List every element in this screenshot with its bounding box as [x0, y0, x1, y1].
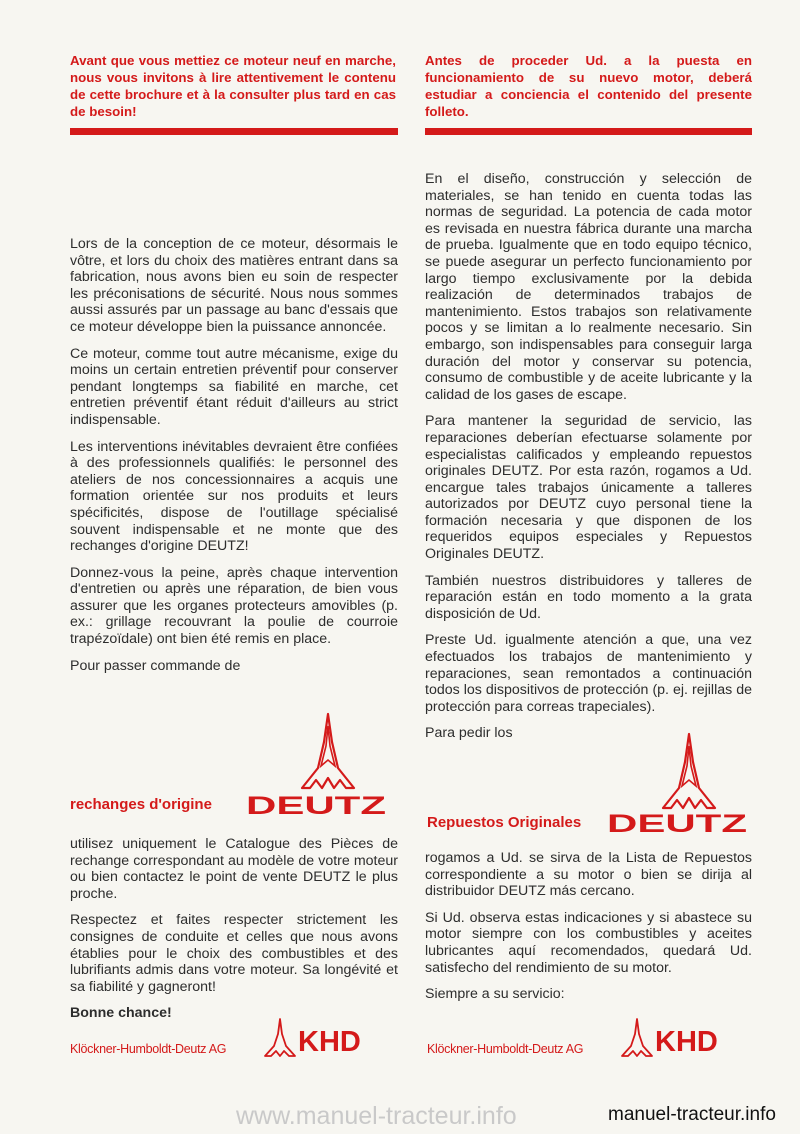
- deutz-wordmark: [246, 794, 388, 816]
- paragraph: En el diseño, construcción y selección de materiales, se han tenido en cuenta todas las normas de seguridad. La potencia de cada motor es revisada en nuestra fábrica durante una marcha de prueba. Igualmente que en todo equipo técnico, se puede asegurar un perfecto funcionamiento por largo tiempo exclusivamente por la debida realización de determinados trabajos de mantenimiento. Estos trabajos son relativamente pocos y se limitan a lo realmente necesario. Sin embargo, son indispensables para conseguir larga duración del motor y conservar su potencia, consumo de combustible y de aceite lubricante y la calidad de los gases de escape.: [425, 171, 752, 403]
- watermark-site: manuel-tracteur.info: [608, 1104, 776, 1125]
- khd-wordmark: KHD: [298, 1026, 361, 1058]
- deutz-wordmark: [607, 812, 749, 834]
- paragraph: Para mantener la seguridad de servicio, las reparaciones deberían efectuarse solamente por especialistas calificados y empleando repuestos originales DEUTZ. Por esta razón, rogamos a Ud. encargue tales trabajos únicamente a talleres autorizados por DEUTZ cuyo personal tiene la formación necesaria y que disponen de los requeridos equipos especiales y Repuestos Originales DEUTZ.: [425, 413, 752, 563]
- paragraph: También nuestros distribuidores y talleres de reparación están en todo momento a la grata disposición de Ud.: [425, 572, 752, 622]
- intro-spanish: Antes de proceder Ud. a la puesta en funcionamiento de su nuevo motor, deberá estudiar a conciencia el contenido del presente folleto.: [425, 53, 752, 119]
- red-divider-left: [70, 128, 398, 135]
- closing-text: Siempre a su servicio:: [425, 986, 565, 1003]
- logo-label-spanish: Repuestos Originales: [427, 814, 582, 831]
- paragraph: Para pedir los: [425, 725, 513, 742]
- company-name: Klöckner-Humboldt-Deutz AG: [70, 1042, 227, 1056]
- khd-logo-right: [425, 1014, 755, 1064]
- paragraph: rogamos a Ud. se sirva de la Lista de Repuestos correspondiente a su motor o bien se dirija al distribuidor DEUTZ más cercano.: [425, 850, 752, 900]
- khd-emblem-icon: [619, 1018, 655, 1058]
- paragraph: Pour passer commande de: [70, 657, 241, 674]
- logo-label-french: rechanges d'origine: [70, 796, 212, 813]
- paragraph: Ce moteur, comme tout autre mécanisme, exige du moins un certain entretien préventif pour conserver pendant longtemps sa fiabilité en marche, cet entretien préventif étant réduit d'ailleurs au strict indispensable.: [70, 345, 398, 428]
- body-spanish-bottom: [425, 850, 752, 1013]
- body-spanish-top: [425, 171, 752, 752]
- paragraph: utilisez uniquement le Catalogue des Pièces de rechange correspondant au modèle de votre moteur ou bien contactez le point de vente DEUTZ le plus proche.: [70, 836, 398, 902]
- paragraph: Preste Ud. igualmente atención a que, una vez efectuados los trabajos de mantenimiento y reparaciones, sean remontados a continuación todos los dispositivos de protección (p. ej. rejillas de protección para correas trapeciales).: [425, 632, 752, 715]
- khd-wordmark: KHD: [655, 1026, 718, 1058]
- paragraph: Donnez-vous la peine, après chaque intervention d'entretien ou après une réparation, de bien vous assurer que les organes protecteurs amovibles (p. ex.: grillage recouvrant la poulie de courroie trapézoïdale) ont bien été remis en place.: [70, 564, 398, 648]
- body-french-bottom: [70, 836, 398, 1032]
- khd-logo-left: [70, 1014, 400, 1064]
- company-name: Klöckner-Humboldt-Deutz AG: [427, 1042, 584, 1056]
- paragraph: Respectez et faites respecter strictement les consignes de conduite et celles que nous avons établies pour le choix des combustibles et des lubrifiants admis dans votre moteur. Sa longévité et sa fiabilité y gagneront!: [70, 912, 398, 995]
- deutz-flame-icon: [288, 712, 368, 807]
- watermark-url: www.manuel-tracteur.info: [236, 1102, 517, 1130]
- svg-text:DEUTZ: DEUTZ: [246, 794, 386, 816]
- paragraph: Les interventions inévitables devraient être confiées à des professionnels qualifiés: le personnel des ateliers de nos concessionnaires a acquis une formation orientée sur nos produits et leurs spécificités, dispose de l'outillage spécialisé souvent indispensable et ne monte que des rechanges d'origine DEUTZ!: [70, 438, 398, 555]
- deutz-logo-left: [70, 712, 400, 822]
- khd-emblem-icon: [262, 1018, 298, 1058]
- red-divider-right: [425, 128, 752, 135]
- closing-text: Bonne chance!: [70, 1005, 172, 1022]
- intro-french: Avant que vous mettiez ce moteur neuf en marche, nous vous invitons à lire attentivement le contenu de cette brochure et à la consulter plus tard en cas de besoin!: [70, 53, 396, 119]
- deutz-logo-right: [425, 732, 755, 842]
- paragraph: Si Ud. observa estas indicaciones y si abastece su motor siempre con los combustibles y aceites lubricantes aquí recomendados, quedará Ud. satisfecho del rendimiento de su motor.: [425, 909, 752, 976]
- svg-text:DEUTZ: DEUTZ: [607, 812, 747, 834]
- paragraph: Lors de la conception de ce moteur, désormais le vôtre, et lors du choix des matières entrant dans sa fabrication, nous avons bien eu soin de respecter les préconisations de sécurité. Nous nous sommes aussi assurés par un passage au banc d'essais que ce moteur développe bien la puissance annoncée.: [70, 236, 398, 335]
- body-french-top: [70, 236, 398, 684]
